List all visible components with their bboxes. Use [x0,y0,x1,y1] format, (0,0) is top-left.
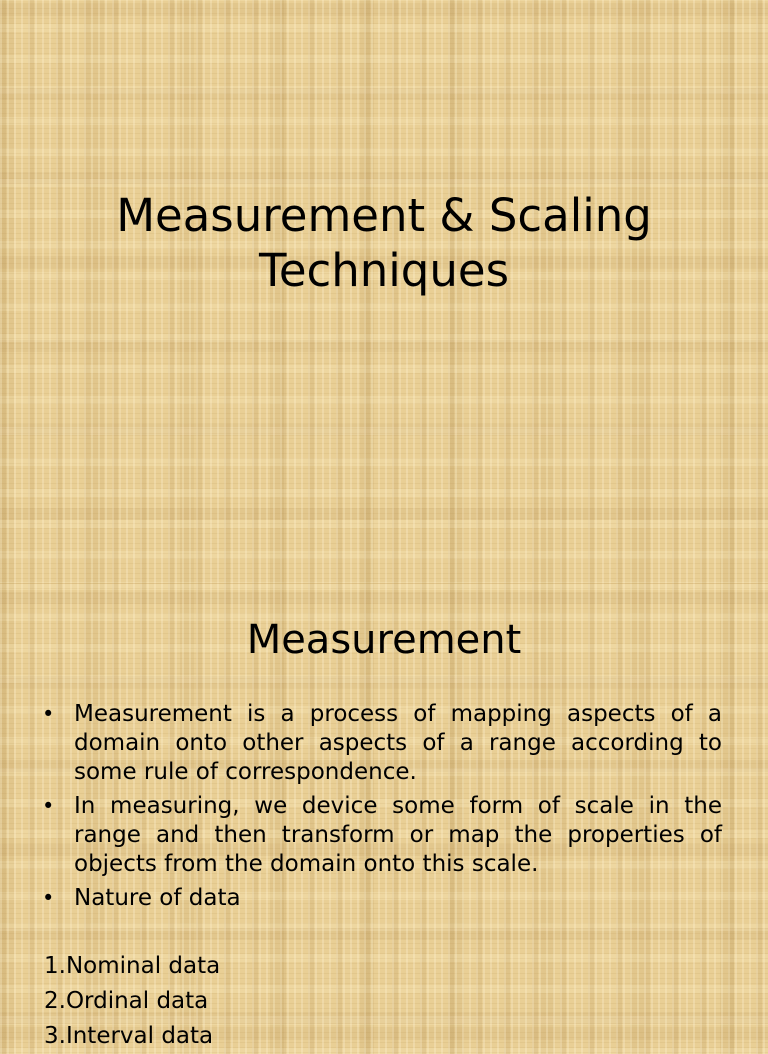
numbered-list [44,949,220,1054]
bullet-item [40,792,722,879]
slide-divider [0,583,768,584]
bullet-icon: • [42,702,55,726]
bullet-icon: • [42,886,55,910]
bullet-item [40,884,722,913]
slide-title [0,188,768,298]
bullet-text: In measuring, we device some form of scale in the range and then transform or map the properties of objects from the domain onto this scale. [74,793,722,877]
slide-title-line-2: Techniques [258,244,510,297]
slide-title-line-1: Measurement & Scaling [116,189,652,242]
numbered-item: 1.Nominal data [44,953,221,979]
numbered-item: 3.Interval data [44,1023,214,1049]
bullet-icon: • [42,794,55,818]
bullet-text: Nature of data [74,885,241,911]
bullet-list [40,700,722,918]
numbered-item: 2.Ordinal data [44,988,209,1014]
section-heading: Measurement [246,617,522,663]
bullet-text: Measurement is a process of mapping aspects of a domain onto other aspects of a range according to some rule of correspondence. [74,701,722,785]
bullet-item [40,700,722,787]
